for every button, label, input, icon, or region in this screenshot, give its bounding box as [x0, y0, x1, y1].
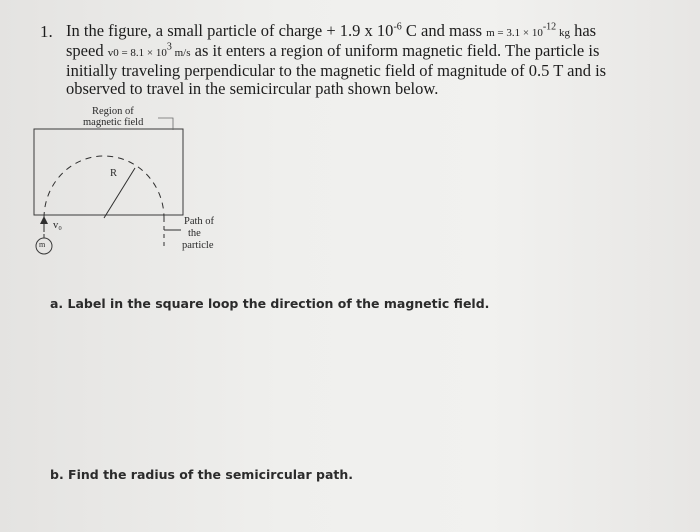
problem-text: C and mass: [401, 21, 487, 40]
problem-line-2: [66, 42, 666, 62]
problem-line-3: initially traveling perpendicular to the magnetic field of magnitude of 0.5 T and is: [66, 61, 607, 80]
mass-exponent: -12: [542, 21, 557, 33]
path-label-3: particle: [182, 240, 214, 251]
region-label-1: Region of: [92, 106, 134, 117]
question-number: 1.: [40, 22, 53, 41]
velocity-arrowhead: [40, 216, 48, 224]
problem-text: speed: [66, 41, 108, 60]
speed-unit: m/s: [171, 47, 191, 59]
magnetic-field-region: [34, 129, 183, 215]
radius-label: R: [110, 168, 118, 179]
velocity-label: v₀: [53, 220, 62, 231]
part-b-question: b. Find the radius of the semicircular path.: [50, 467, 354, 482]
region-label-2: magnetic field: [83, 117, 144, 128]
problem-text: In the figure, a small particle of charge + 1.9 x 10: [66, 21, 394, 40]
label-leader-box: [158, 118, 173, 130]
charge-exponent: -6: [393, 21, 402, 33]
problem-line-4: observed to travel in the semicircular path shown below.: [66, 79, 439, 98]
part-a-question: a. Label in the square loop the direction of the magnetic field.: [50, 296, 490, 311]
problem-statement: [66, 22, 666, 98]
path-label-2: the: [188, 228, 201, 239]
problem-text: has: [569, 21, 597, 40]
problem-line-1: [66, 22, 666, 42]
speed-value: v0 = 8.1 × 10: [107, 47, 167, 59]
problem-text: as it enters a region of uniform magnetic field. The particle is: [190, 41, 600, 60]
mass-value: m = 3.1 × 10: [486, 27, 543, 39]
semicircular-path: [44, 156, 164, 218]
path-label-1: Path of: [184, 216, 215, 227]
field-diagram: [0, 100, 260, 270]
radius-line: [104, 168, 135, 218]
speed-exponent: 3: [166, 41, 172, 53]
mass-label: m: [39, 240, 46, 249]
mass-unit: kg: [556, 27, 570, 39]
